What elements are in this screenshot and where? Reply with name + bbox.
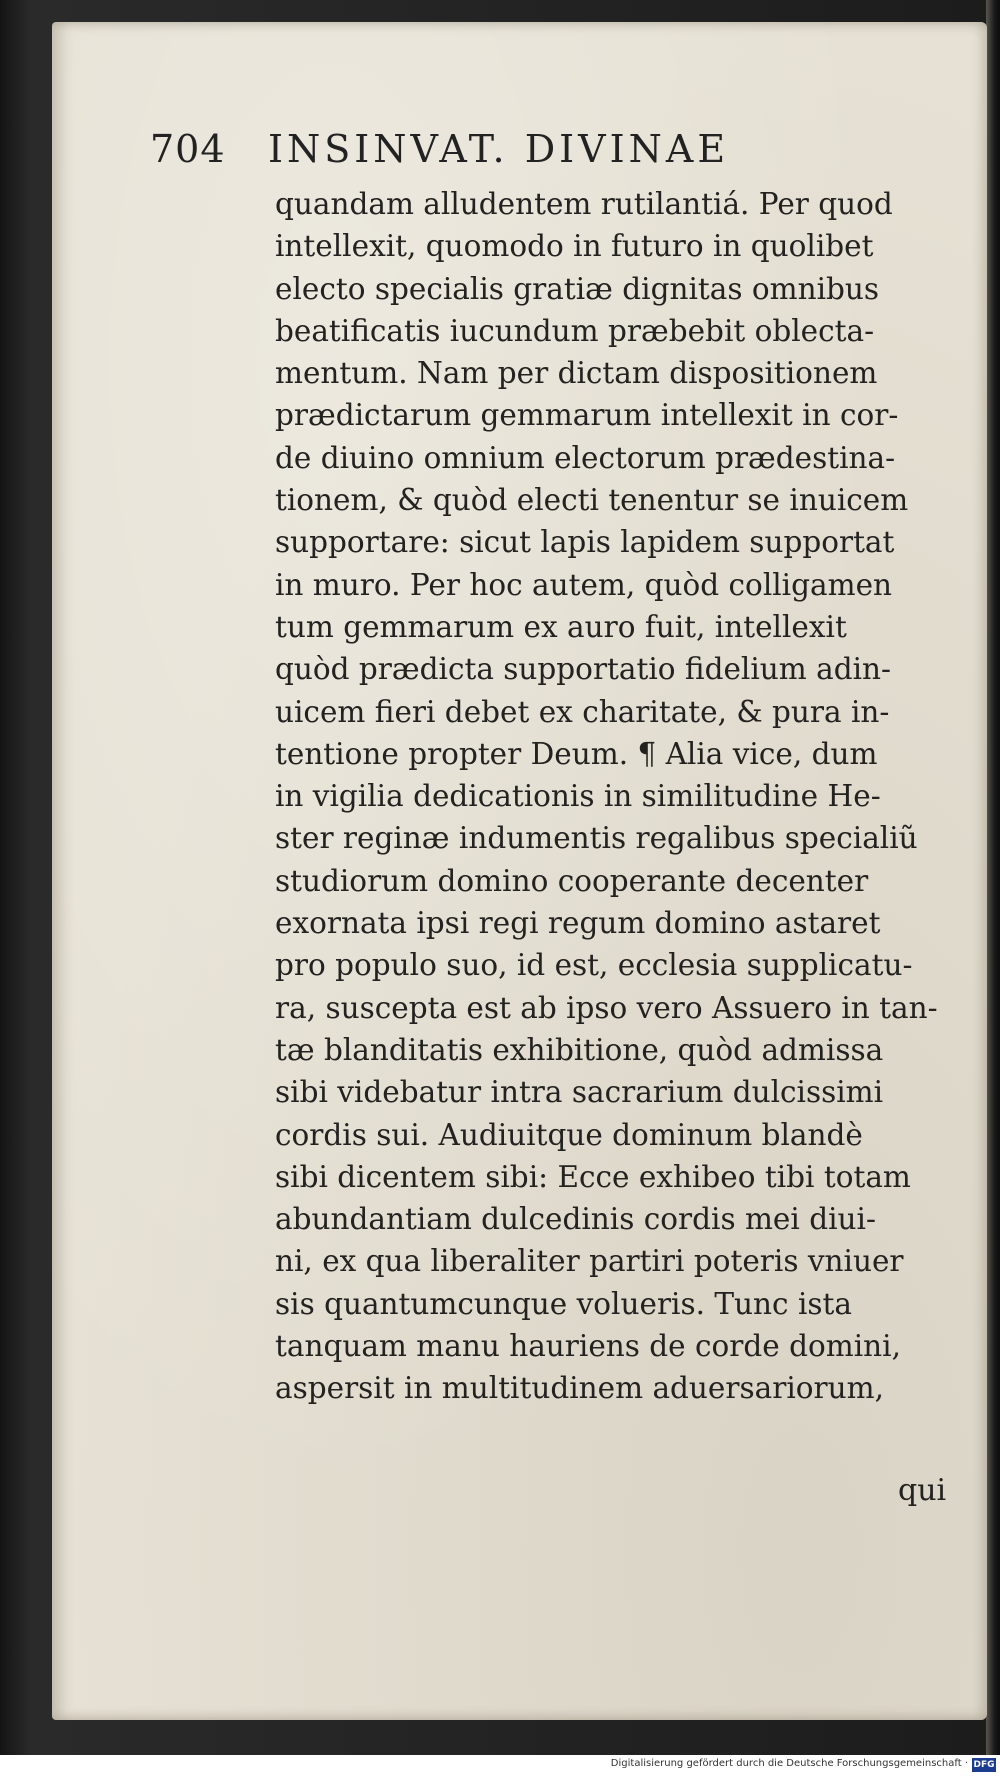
text-line: mentum. Nam per dictam dispositionem [275,356,878,391]
text-line: aspersit in multitudinem aduersariorum, [275,1371,884,1406]
page-edge [986,0,1000,1755]
text-line: intellexit, quomodo in futuro in quolibet [275,229,874,264]
text-line: uicem fieri debet ex charitate, & pura in- [275,694,890,729]
text-line: cordis sui. Audiuitque dominum blandè [275,1117,863,1152]
text-line: quòd prædicta supportatio fidelium adin- [275,652,892,687]
footer-bar [0,1755,1000,1776]
running-title: INSINVAT. DIVINAE [268,127,730,171]
text-line: ra, suscepta est ab ipso vero Assuero in tan- [275,990,938,1025]
text-line: in muro. Per hoc autem, quòd colligamen [275,567,893,602]
text-line: ster reginæ indumentis regalibus specialiũ [275,821,918,856]
text-line: sibi dicentem sibi: Ecce exhibeo tibi totam [275,1159,911,1194]
text-line: sibi videbatur intra sacrarium dulcissimi [275,1075,884,1110]
text-line: abundantiam dulcedinis cordis mei diui- [275,1202,876,1237]
dfg-logo: DFG [973,1760,995,1770]
text-line: prædictarum gemmarum intellexit in cor- [275,398,899,433]
text-line: quandam alludentem rutilantiá. Per quod [275,187,893,221]
text-line: tum gemmarum ex auro fuit, intellexit [275,609,847,644]
catchword: qui [898,1473,947,1508]
text-line: sis quantumcunque volueris. Tunc ista [275,1286,852,1321]
text-line: tanquam manu hauriens de corde domini, [275,1329,901,1364]
text-line: beatificatis iucundum præbebit oblecta- [275,313,875,348]
text-line: tionem, & quòd electi tenentur se inuicem [275,483,909,518]
text-line: in vigilia dedicationis in similitudine He- [275,779,881,814]
body-text [275,183,975,1410]
text-line: de diuino omnium electorum prædestina- [275,440,896,475]
text-line: supportare: sicut lapis lapidem supportat [275,525,895,560]
text-line: pro populo suo, id est, ecclesia supplicatu- [275,948,913,983]
text-line: tæ blanditatis exhibitione, quòd admissa [275,1032,884,1067]
text-line: tentione propter Deum. ¶ Alia vice, dum [275,736,878,771]
text-line: electo specialis gratiæ dignitas omnibus [275,271,880,306]
text-line: ni, ex qua liberaliter partiri poteris vniuer [275,1244,904,1279]
funding-credit: Digitalisierung gefördert durch die Deutsche Forschungsgemeinschaft · [610,1758,968,1769]
running-head [150,127,940,177]
text-line: studiorum domino cooperante decenter [275,863,869,898]
page-number: 704 [150,127,226,171]
text-line: exornata ipsi regi regum domino astaret [275,906,881,941]
